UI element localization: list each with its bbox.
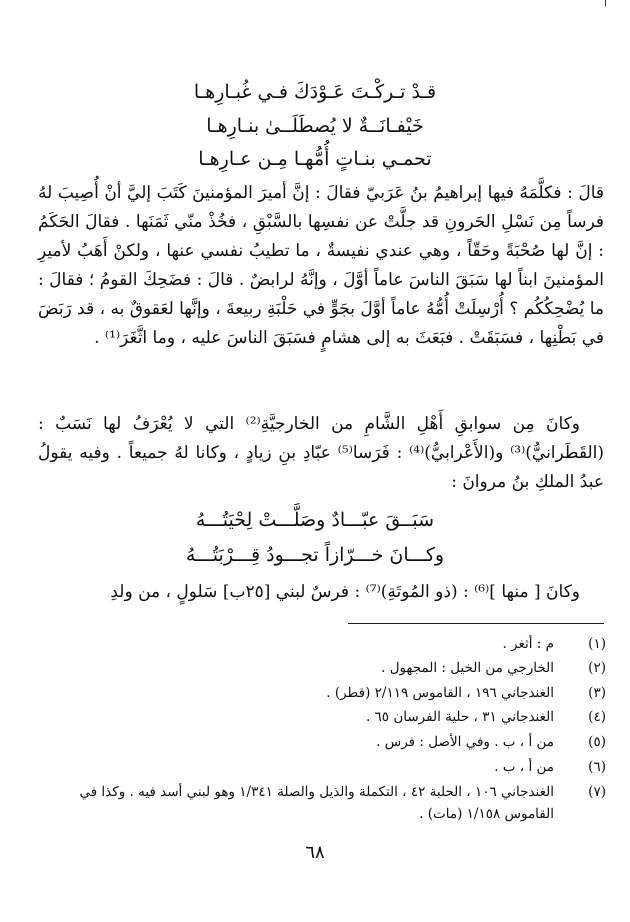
paragraph: قالَ : فكلَّمَهُ فيها إبراهيمُ بنُ عَرَبيّ فقالَ : إنَّ أميرَ المؤمنينَ كَتَبَ إليَّ أنْ أُصِيبَ لهُ فرساً مِن نَسْلِ الحَرونِ قد جلَّتْ عن نفسِها بالسَّبْقِ ، فخُذْ منّي ثَمَنَها . فقالَ الحَكَمُ : إنَّ لها صُحْبَةً وحَقّاً ، وهي عندي نفيسةٌ ، ما تطيبُ نفسي عنها ، ولكنْ أَهَبُ لأميرِ المؤمنينَ ابناً لها سَبَقَ الناسَ عاماً أوَّلَ ، وإنَّهُ لرابضٌ . قالَ : فضَحِكَ القومُ ؛ فقالَ : ما يُضْحِكُكُم ؟ أُرْسِلَتْ أُمُّهُ عاماً أوَّلَ بجَوٍّ في حَلْبَةِ ربيعةَ ، وإنَّها لعَقوقٌ به ، قد رَبَضَ في بَطْنِها ، فسَبَقَتْ . فبَعَثَ به إلى هشامٍ فسَبَقَ الناسَ عليه ، وما اثَّغَرَ⁽¹⁾ . <box>38 183 605 348</box>
footnote-text: الغندجاني ١٩٦ ، القاموس ٢/١١٩ (قطر) . <box>326 685 554 701</box>
footnote-divider <box>348 623 604 624</box>
paragraph: وكانَ مِن سوابقِ أَهْلِ الشَّامِ من الخارجيَّةِ⁽²⁾ التي لا يُعْرَفُ لها نَسَبٌ : (القَطَرانيُّ)⁽³⁾ و(الأَعْرابيُّ)⁽⁴⁾ : فَرَسا⁽⁵⁾ عبّادِ بنِ زيادٍ ، وكانا لهُ جميعاً . وفيه يقولُ عبدُ الملكِ بنُ مروانَ : <box>38 414 604 492</box>
footnote-number: (٦) <box>588 759 606 775</box>
footnote-text: من أ ، ب . وفي الأصل : فرس . <box>376 734 554 750</box>
verse-line: وكـــانَ خـــرّازاً تجـــودُ قِـــرْبَتُـــهُ <box>185 544 445 566</box>
footnote-number: (٧) <box>588 784 606 800</box>
footnote <box>40 781 606 825</box>
page-number: ٦٨ <box>305 842 325 863</box>
verse-line: سَبَــقَ عبّـــادٌ وصَلَّـــتْ لِحْيَتُـــهُ <box>195 509 435 531</box>
paragraph: وكانَ [ منها ]⁽⁶⁾ : (ذو المُوتَةِ)⁽⁷⁾ : فرسٌ لبني [٢٥ب] سَلولٍ ، من ولدِ <box>110 582 580 602</box>
footnote-text: الخارجي من الخيل : المجهول . <box>381 660 554 676</box>
verse-line: خَيْفـانَــةٌ لا يُصطَلَــىٰ بنـارِهـا <box>206 115 424 137</box>
top-mark <box>605 0 606 6</box>
footnote <box>40 731 606 753</box>
footnote-number: (٥) <box>588 734 606 750</box>
footnote <box>40 633 606 655</box>
verse-line: تحمـي بنـاتٍ أُمُّهـا مِـن عـارِهـا <box>198 148 432 170</box>
footnote <box>40 657 606 679</box>
footnote <box>40 706 606 728</box>
footnote-number: (١) <box>588 636 606 652</box>
footnote <box>40 756 606 778</box>
footnote-text: الغندجاني ٣١ ، حلية الفرسان ٦٥ . <box>365 709 554 725</box>
footnote-text: الغندجاني ١٠٦ ، الحلبة ٤٢ ، التكملة والذيل والصلة ١/٣٤١ وهو لبني أسد فيه . وكذا في القاموس ١/١٥٨ (مات) . <box>79 784 554 822</box>
footnote-text: من أ ، ب . <box>494 759 554 775</box>
footnote-number: (٢) <box>588 660 606 676</box>
footnote-number: (٤) <box>588 709 606 725</box>
footnote <box>40 682 606 704</box>
footnote-number: (٣) <box>588 685 606 701</box>
footnote-text: م : أثغر . <box>502 636 554 652</box>
verse-line: قـدْ تـركْـتَ عَـوْدَكَ فـي غُبـارِهـا <box>193 81 437 103</box>
